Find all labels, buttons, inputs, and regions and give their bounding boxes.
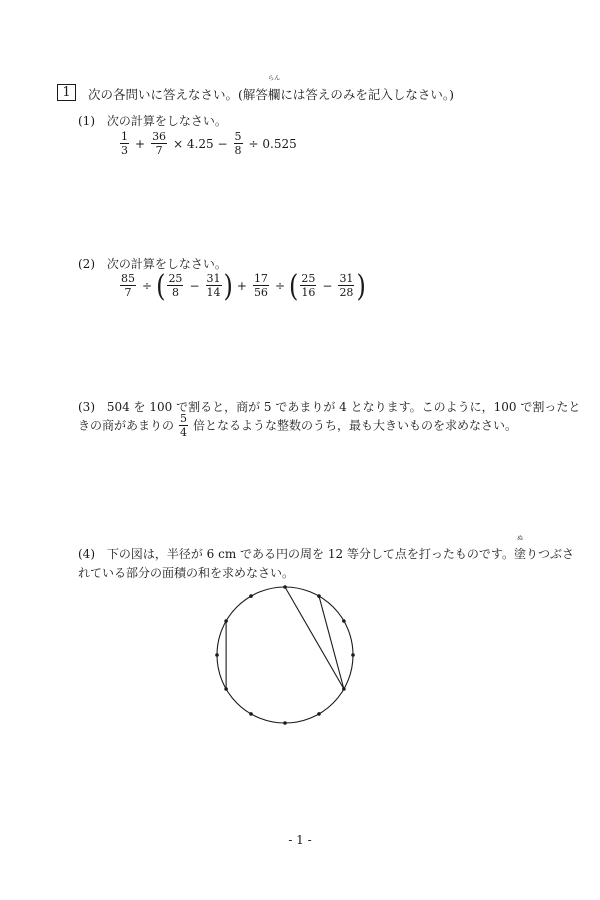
circle-point xyxy=(342,687,346,691)
q4-line-2 xyxy=(78,564,294,581)
q3-label: (3) xyxy=(78,400,95,414)
q2-frac-e: $\frac{25}{16}$ xyxy=(301,272,316,299)
q3-fraction: $\frac{5}{4}$ xyxy=(180,412,188,439)
q1-frac-2: $\frac{36}{7}$ xyxy=(152,130,167,157)
q2-lparen-1: ( xyxy=(156,268,166,303)
q2-minus-1: − xyxy=(189,278,200,293)
q1-plus: + xyxy=(135,136,146,151)
circle-point xyxy=(215,653,219,657)
q2-frac-f: $\frac{31}{28}$ xyxy=(339,272,354,299)
q2-div-1: ÷ xyxy=(142,278,153,293)
q2-text: 次の計算をしなさい。 xyxy=(106,257,227,271)
q1-div-part: ÷ 0.525 xyxy=(248,136,297,151)
nu-char: 塗 xyxy=(513,547,526,561)
problem-instruction xyxy=(88,75,455,103)
circle-point xyxy=(342,619,346,623)
q4-text-1-post: りつぶさ xyxy=(525,547,574,561)
q2-label: (2) xyxy=(78,257,95,271)
q3-text-1: 504 を 100 で割ると，商が 5 であまりが 4 となります。このように，100 で割ったと xyxy=(106,400,581,414)
chord-group xyxy=(226,587,344,689)
chord-line xyxy=(319,596,344,689)
q1-times-part: × 4.25 − xyxy=(173,136,228,151)
q2-frac-c: $\frac{31}{14}$ xyxy=(206,272,221,299)
q2-frac-a: $\frac{85}{7}$ xyxy=(121,272,135,299)
circle-point xyxy=(249,594,253,598)
circle-point xyxy=(351,653,355,657)
page-number: - 1 - xyxy=(288,833,312,847)
circle-figure xyxy=(210,585,370,740)
q2-lparen-2: ( xyxy=(289,268,299,303)
circle-point xyxy=(283,721,287,725)
q3-text-2-pre: きの商があまりの xyxy=(78,418,175,433)
problem-number: 1 xyxy=(62,85,71,100)
circle-point xyxy=(317,712,321,716)
q2-minus-2: − xyxy=(322,278,333,293)
problem-number-box xyxy=(57,84,76,101)
instruction-pre: 次の各問いに答えなさい。( xyxy=(88,87,243,102)
q2-frac-b: $\frac{25}{8}$ xyxy=(168,272,183,299)
circle-point xyxy=(224,687,228,691)
q2-expression xyxy=(118,270,366,301)
chord-line xyxy=(285,587,344,689)
q1-frac-3: $\frac{5}{8}$ xyxy=(234,130,242,157)
q4-text-1-pre: 下の図は，半径が 6 cm である円の周を 12 等分して点を打ったものです。 xyxy=(106,547,514,561)
q4-text-2: れている部分の面積の和を求めなさい。 xyxy=(78,566,295,580)
circle-point xyxy=(283,585,287,589)
q1-expression xyxy=(118,128,301,159)
q2-plus: + xyxy=(236,278,247,293)
instruction-post: には答えのみを記入しなさい。) xyxy=(280,87,455,102)
q2-rparen-2: ) xyxy=(356,268,366,303)
outer-circle xyxy=(217,587,353,723)
ran-furigana: らん xyxy=(268,75,281,82)
dot-group xyxy=(215,585,355,725)
nu-ruby xyxy=(513,535,526,562)
ran-ruby xyxy=(267,75,281,103)
q1-label: (1) xyxy=(78,114,95,128)
q1-frac-1: $\frac{1}{3}$ xyxy=(121,130,128,157)
q2-frac-d: $\frac{17}{56}$ xyxy=(253,272,268,299)
q2-div-2: ÷ xyxy=(274,278,285,293)
ran-char: 欄 xyxy=(267,87,281,102)
circle-point xyxy=(249,712,253,716)
q1-header xyxy=(78,112,227,129)
q3-text-2-post: 倍となるような整数のうち，最も大きいものを求めなさい。 xyxy=(193,418,518,433)
q4-label: (4) xyxy=(78,547,95,561)
circle-point xyxy=(224,619,228,623)
q1-text: 次の計算をしなさい。 xyxy=(106,114,227,128)
q3-line-2 xyxy=(78,410,517,441)
nu-furigana: ぬ xyxy=(516,535,523,542)
q4-line-1 xyxy=(78,535,574,562)
kaito-text: 解答 xyxy=(242,87,268,102)
circle-point xyxy=(317,594,321,598)
q2-rparen-1: ) xyxy=(223,268,233,303)
